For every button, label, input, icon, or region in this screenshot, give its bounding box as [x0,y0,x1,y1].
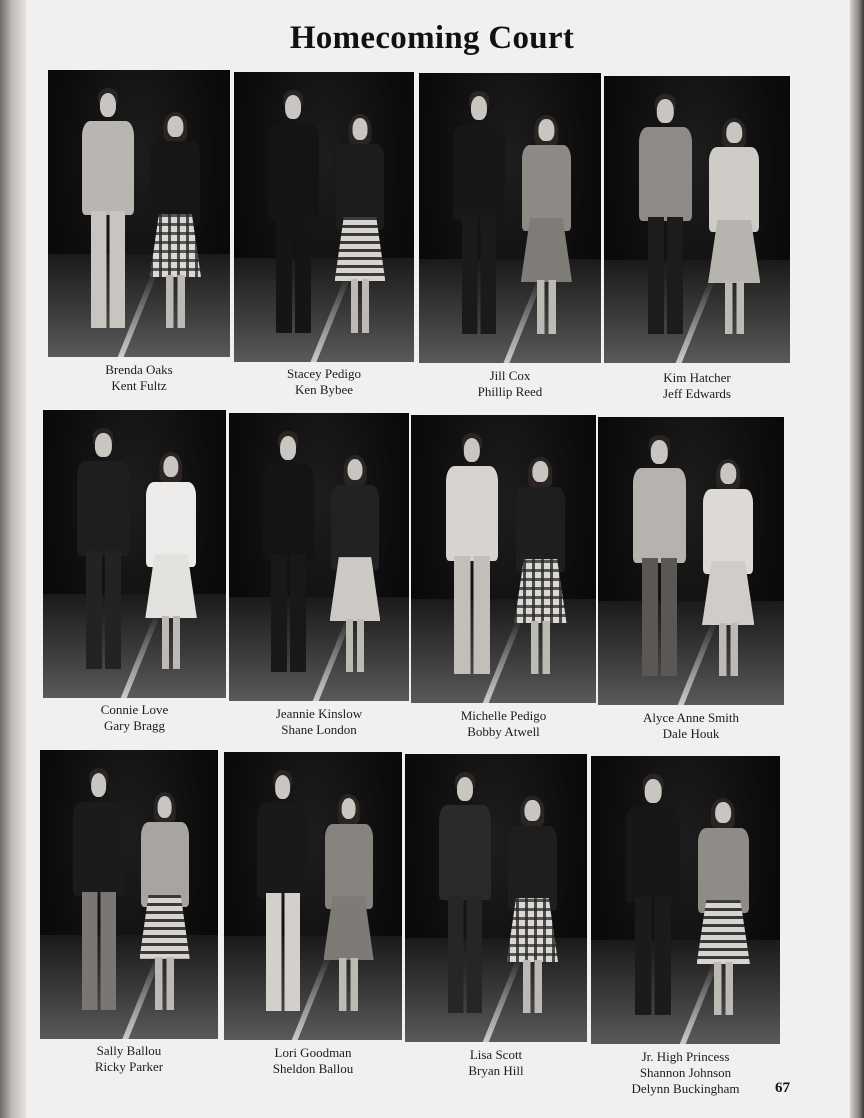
photo-caption [411,708,596,740]
caption-name: Jeannie Kinslow [275,706,363,721]
couple-photo [224,752,402,1040]
woman-figure [142,456,201,669]
couple-photo [40,750,218,1039]
page-edge [850,0,864,1118]
couple-photo [591,756,780,1044]
caption-name: Stacey Pedigo [286,366,361,381]
caption-name: Michelle Pedigo [460,708,547,723]
caption-name: Shane London [281,722,357,737]
caption-name: Ricky Parker [94,1059,164,1074]
woman-figure [326,459,384,672]
caption-name: Bobby Atwell [467,724,540,739]
photo-caption [604,370,790,402]
woman-figure [136,796,193,1010]
photo-caption [419,368,601,400]
man-figure [434,777,496,1013]
caption-name: Ken Bybee [294,382,354,397]
man-figure [441,438,504,674]
man-figure [77,93,139,328]
woman-figure [320,798,377,1011]
caption-name: Dale Houk [662,726,720,741]
caption-name: Sheldon Ballou [272,1061,354,1076]
photo-caption [234,366,414,398]
man-figure [621,779,685,1015]
couple-photo [411,415,596,703]
caption-name: Kim Hatcher [663,370,731,385]
caption-name: Alyce Anne Smith [642,710,740,725]
couple-photo [48,70,230,357]
caption-name: Lori Goodman [274,1045,352,1060]
couple-photo [598,417,784,705]
couple-photo [229,413,409,701]
couple-photo [234,72,414,362]
couple-photo [419,73,601,363]
woman-figure [517,119,575,334]
photo-caption [40,1043,218,1075]
photo-caption [229,706,409,738]
caption-name: Connie Love [100,702,169,717]
caption-name: Bryan Hill [468,1063,524,1078]
woman-figure [704,122,764,334]
man-figure [68,773,129,1010]
caption-name: Delynn Buckingham [631,1081,740,1096]
woman-figure [511,461,570,674]
photo-caption [48,362,230,394]
caption-name: Kent Fultz [111,378,167,393]
caption-name: Sally Ballou [96,1043,162,1058]
caption-name: Lisa Scott [469,1047,523,1062]
woman-figure [693,802,753,1015]
couple-photo [43,410,226,698]
caption-name: Brenda Oaks [105,362,173,377]
man-figure [628,440,691,676]
couple-photo [604,76,790,363]
page-number: 67 [775,1080,790,1096]
man-figure [252,775,313,1011]
man-figure [634,99,697,334]
page-title: Homecoming Court [289,20,575,56]
photo-caption [598,710,784,742]
man-figure [258,436,319,672]
caption-name: Gary Bragg [103,718,165,733]
man-figure [263,95,324,333]
book-binding [0,0,26,1118]
photo-caption [405,1047,587,1079]
photo-caption [43,702,226,734]
woman-figure [698,463,758,676]
woman-figure [331,118,389,333]
caption-title: Jr. High Princess [641,1049,730,1064]
caption-name: Phillip Reed [477,384,543,399]
woman-figure [503,800,561,1013]
caption-name: Shannon Johnson [639,1065,732,1080]
man-figure [448,96,510,334]
photo-caption [591,1049,780,1097]
couple-photo [405,754,587,1042]
caption-name: Jeff Edwards [663,386,731,401]
caption-name: Jill Cox [489,368,531,383]
woman-figure [146,116,204,328]
photo-caption [224,1045,402,1077]
man-figure [72,433,134,669]
